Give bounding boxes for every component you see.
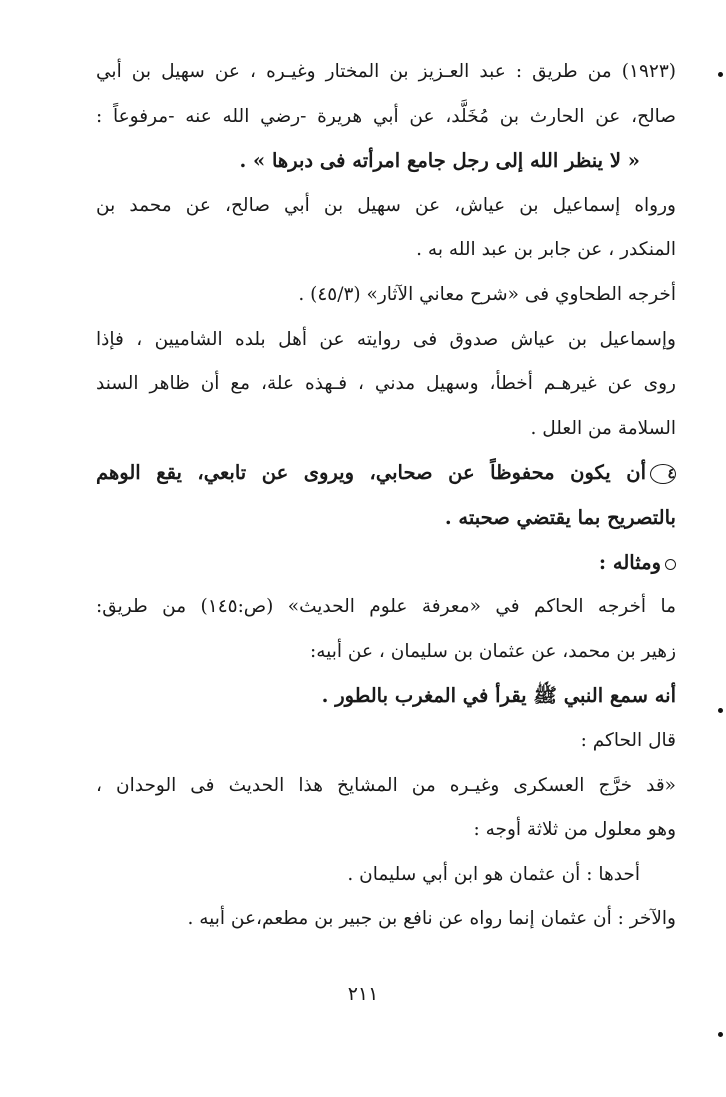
margin-dot-middle [718, 708, 723, 713]
text-line-19: أحدها : أن عثمان هو ابن أبي سليمان . [347, 863, 640, 885]
section-number-badge: ٤ [650, 464, 676, 484]
section-heading-line-1 [96, 451, 676, 496]
text-line-18: وهو معلول من ثلاثة أوجه : [473, 819, 676, 841]
bullet-icon [665, 559, 676, 570]
text-line-14: زهير بن محمد، عن عثمان بن سليمان ، عن أبيه: [310, 640, 676, 662]
text-line-9: السلامة من العلل . [530, 417, 676, 439]
text-line-17: «قد خرَّج العسكرى وغيـره من المشايخ هذا الحديث فى الوحدان ، [96, 774, 676, 796]
section-heading-text: أن يكون محفوظاً عن صحابي، ويروى عن تابعي، يقع الوهم [96, 461, 646, 485]
text-line-20: والآخر : أن عثمان إنما رواه عن نافع بن جبير بن مطعم،عن أبيه . [187, 908, 676, 930]
section-heading-line-2: بالتصريح بما يقتضي صحبته . [444, 505, 676, 529]
text-line-4: ورواه إسماعيل بن عياش، عن سهيل بن أبي صالح، عن محمد بن [96, 194, 676, 216]
text-line-5: المنكدر ، عن جابر بن عبد الله به . [416, 239, 676, 261]
text-line-6: أخرجه الطحاوي فى «شرح معاني الآثار» (٤٥/٣) . [298, 283, 676, 305]
text-line-16: قال الحاكم : [580, 729, 676, 751]
hadith-quote-1: « لا ينظر الله إلى رجل جامع امرأته فى دبرها » . [239, 149, 640, 173]
text-line-13: ما أخرجه الحاكم في «معرفة علوم الحديث» (ص:١٤٥) من طريق: [96, 596, 676, 618]
text-line-1: (١٩٢٣) من طريق : عبد العـزيز بن المختار وغيـره ، عن سهيل بن أبي [96, 61, 676, 82]
text-line-7: وإسماعيل بن عياش صدوق فى روايته عن أهل بلده الشاميين ، فإذا [96, 328, 676, 350]
page-body [96, 50, 676, 942]
hadith-quote-2: أنه سمع النبي ﷺ يقرأ في المغرب بالطور . [321, 684, 676, 708]
example-heading [96, 541, 676, 586]
example-heading-text: ومثاله : [598, 550, 661, 574]
text-line-8: روى عن غيرهـم أخطأ، وسهيل مدني ، فـهذه علة، مع أن ظاهر السند [96, 373, 676, 395]
text-line-2: صالح، عن الحارث بن مُخَلَّد، عن أبي هريرة -رضي الله عنه -مرفوعاً : [96, 105, 676, 127]
margin-dot-bottom [718, 1032, 723, 1037]
page-number: ٢١١ [347, 983, 379, 1005]
margin-dot-top [718, 72, 723, 77]
